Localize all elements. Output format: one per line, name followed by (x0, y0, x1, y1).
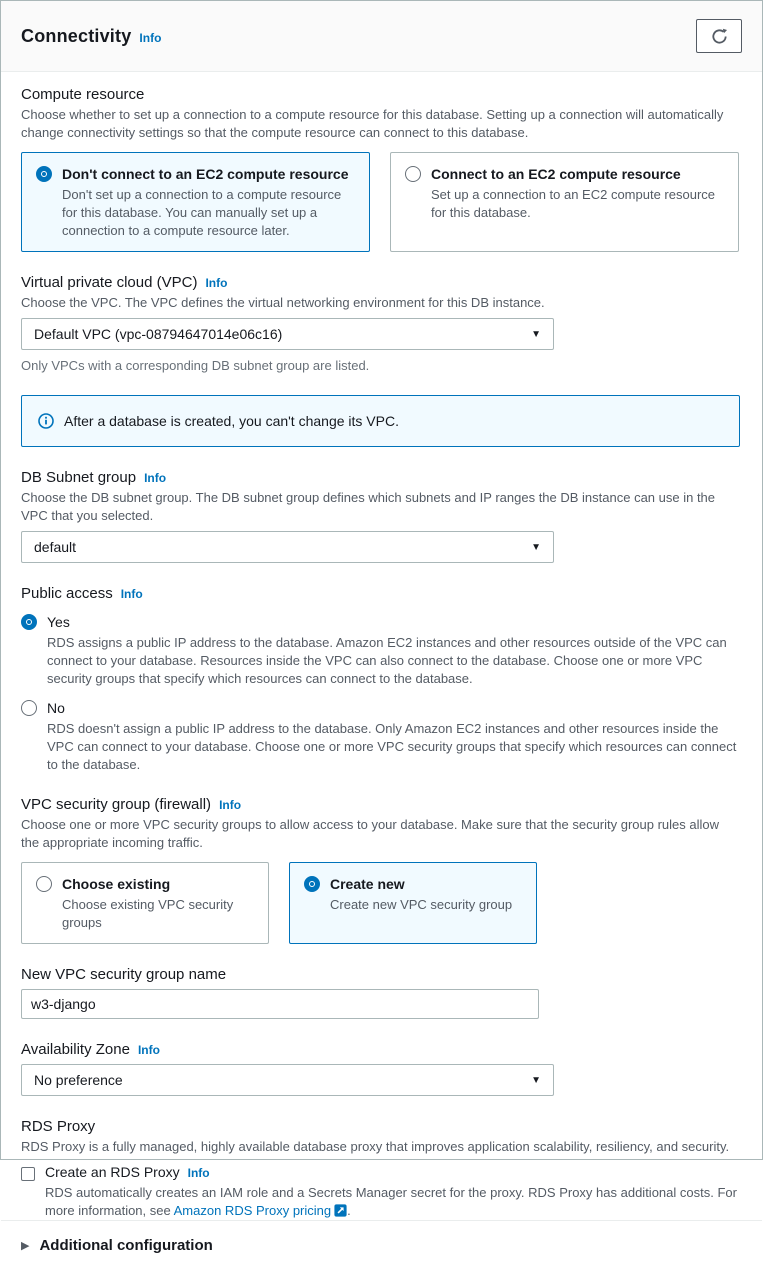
vpc-security-group-description: Choose one or more VPC security groups to allow access to your database. Make sure that the security group rules allow the appropriate incoming traffic. (21, 817, 720, 850)
radio-card-dont-connect-ec2[interactable] (21, 152, 370, 252)
compute-resource-label: Compute resource (21, 86, 145, 103)
chevron-down-icon: ▼ (531, 541, 541, 553)
card-description: Create new VPC security group (330, 897, 513, 912)
vpc-security-group-info-link[interactable]: Info (219, 798, 242, 812)
expand-triangle-icon: ▶ (21, 1240, 30, 1252)
panel-header (1, 1, 762, 72)
vpc-security-group-section (21, 796, 742, 944)
radio-unselected-icon (405, 166, 421, 182)
panel-body (1, 72, 762, 1220)
card-title: Create new (330, 876, 405, 892)
new-security-group-name-input[interactable] (21, 989, 539, 1019)
additional-configuration-label: Additional configuration (39, 1237, 213, 1254)
radio-selected-icon (21, 614, 37, 630)
create-rds-proxy-checkbox[interactable] (21, 1167, 35, 1181)
radio-unselected-icon (21, 700, 37, 716)
radio-label: Yes (47, 614, 70, 630)
chevron-down-icon: ▼ (531, 1074, 541, 1086)
vpc-alert (21, 395, 740, 447)
external-link-icon (334, 1204, 347, 1217)
compute-resource-section (21, 86, 742, 252)
vpc-description: Choose the VPC. The VPC defines the virtual networking environment for this DB instance. (21, 295, 545, 310)
db-subnet-group-info-link[interactable]: Info (144, 471, 167, 485)
card-description: Don't set up a connection to a compute resource for this database. You can manually set up a connection to a compute resource later. (62, 187, 342, 238)
vpc-security-group-label: VPC security group (firewall) (21, 796, 212, 813)
additional-configuration-expander[interactable] (1, 1220, 762, 1270)
card-title: Don't connect to an EC2 compute resource (62, 166, 349, 182)
radio-card-connect-ec2[interactable] (390, 152, 739, 252)
public-access-no-radio[interactable] (21, 698, 742, 718)
connectivity-info-link[interactable]: Info (139, 30, 162, 45)
rds-proxy-checkbox-description (45, 1184, 742, 1220)
vpc-hint: Only VPCs with a corresponding DB subnet group are listed. (21, 358, 370, 373)
rds-proxy-desc-text: RDS automatically creates an IAM role and a Secrets Manager secret for the proxy. RDS Proxy has additional costs. For more information, see (45, 1185, 737, 1218)
public-access-option-no (21, 698, 742, 774)
info-circle-icon (38, 413, 54, 429)
rds-proxy-desc-period: . (347, 1203, 351, 1218)
public-access-info-link[interactable]: Info (120, 587, 143, 601)
vpc-info-link[interactable]: Info (205, 276, 228, 290)
vpc-section (21, 274, 742, 373)
radio-label: No (47, 700, 65, 716)
radio-selected-icon (36, 166, 52, 182)
vpc-select-value: Default VPC (vpc-08794647014e06c16) (34, 326, 283, 342)
card-description: Choose existing VPC security groups (62, 897, 234, 930)
rds-proxy-description: RDS Proxy is a fully managed, highly available database proxy that improves application scalability, resiliency, and security. (21, 1139, 730, 1154)
availability-zone-select[interactable] (21, 1064, 554, 1096)
radio-description: RDS doesn't assign a public IP address to the database. Only Amazon EC2 instances and other resources inside the VPC can connect to your database. Choose one or more VPC security groups that specify which resources can connect to the database. (47, 721, 737, 772)
new-security-group-label: New VPC security group name (21, 966, 227, 983)
card-title: Connect to an EC2 compute resource (431, 166, 681, 182)
rds-proxy-pricing-link[interactable]: Amazon RDS Proxy pricing (173, 1203, 332, 1218)
public-access-option-yes (21, 612, 742, 688)
refresh-icon (711, 28, 728, 45)
radio-unselected-icon (36, 876, 52, 892)
db-subnet-group-section (21, 469, 742, 563)
new-security-group-section (21, 966, 742, 1019)
vpc-alert-text: After a database is created, you can't change its VPC. (64, 413, 399, 429)
db-subnet-group-label: DB Subnet group (21, 469, 137, 486)
availability-zone-select-value: No preference (34, 1072, 123, 1088)
availability-zone-label: Availability Zone (21, 1041, 130, 1058)
db-subnet-group-select[interactable] (21, 531, 554, 563)
page-title: Connectivity (21, 25, 132, 46)
radio-card-choose-existing[interactable] (21, 862, 269, 944)
vpc-select[interactable] (21, 318, 554, 350)
db-subnet-group-description: Choose the DB subnet group. The DB subnet group defines which subnets and IP ranges the DB instance can use in the VPC that you selected. (21, 490, 716, 523)
chevron-down-icon: ▼ (531, 328, 541, 340)
card-title: Choose existing (62, 876, 171, 892)
radio-description: RDS assigns a public IP address to the database. Amazon EC2 instances and other resources outside of the VPC can connect to your database. Resources inside the VPC can also connect to the database. Choose one or more VPC security groups that specify which resources can connect to the database. (47, 635, 727, 686)
public-access-yes-radio[interactable] (21, 612, 742, 632)
compute-resource-description: Choose whether to set up a connection to a compute resource for this database. Setting up a connection will automatically change connectivity settings so that the compute resource can connect to this database. (21, 107, 724, 140)
create-rds-proxy-label: Create an RDS Proxy (45, 1164, 180, 1180)
create-rds-proxy-checkbox-row (21, 1164, 742, 1181)
radio-selected-icon (304, 876, 320, 892)
availability-zone-section (21, 1041, 742, 1096)
db-subnet-group-select-value: default (34, 539, 77, 555)
public-access-section (21, 585, 742, 774)
card-description: Set up a connection to an EC2 compute resource for this database. (431, 187, 716, 220)
availability-zone-info-link[interactable]: Info (137, 1043, 160, 1057)
radio-card-create-new[interactable] (289, 862, 537, 944)
rds-proxy-info-link[interactable]: Info (187, 1166, 210, 1180)
public-access-label: Public access (21, 585, 113, 602)
refresh-button[interactable] (696, 19, 742, 53)
rds-proxy-section (21, 1118, 742, 1220)
vpc-label: Virtual private cloud (VPC) (21, 274, 198, 291)
rds-proxy-label: RDS Proxy (21, 1118, 96, 1135)
